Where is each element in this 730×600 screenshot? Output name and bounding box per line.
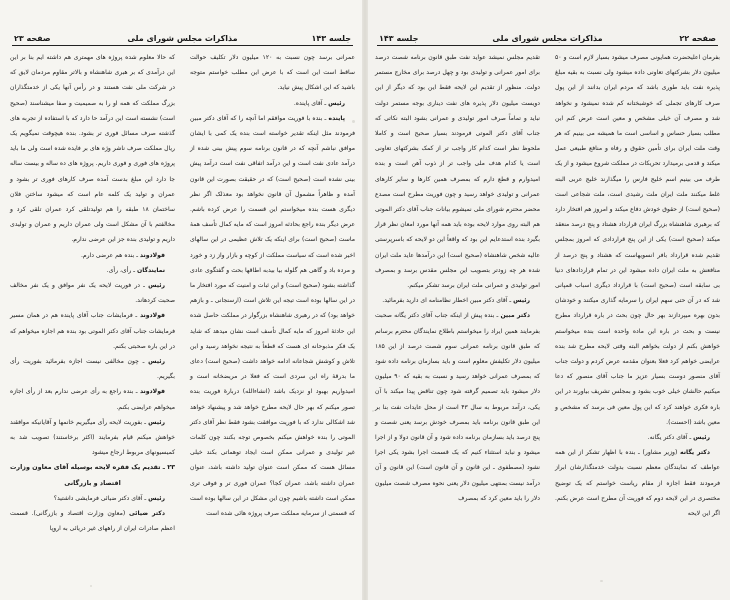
speech-text: ـ بفوریت لایحه رأی میگیریم خانمها و آقایانیکه موافقند خواهش میکنم قیام بفرمایند (اکثر برخاستند) تصویب شد به کمیسیونهای مربوط ارجاع میشود bbox=[10, 418, 175, 457]
speech bbox=[190, 96, 355, 111]
speaker-name: رئیس bbox=[513, 297, 530, 305]
speaker-name: فولادوند bbox=[139, 388, 166, 396]
speech-text: ـ فرمایشات جناب آقای پاینده هم در همان مسیر فرمایشات جناب آقای دکتر الموتی بود بنده هم اجازه میخواهم که در این باره صحبتی بکنم. bbox=[10, 312, 175, 350]
speech-text: ـ بنده راجع به رأی عرضی ندارم بعد از رأی اجازه میخواهم عرایضی بکنم. bbox=[10, 388, 175, 411]
speech bbox=[10, 278, 175, 308]
speech-text: ـ بنده هم عرضی دارم. bbox=[80, 251, 138, 259]
speech-text: ـ آقای دکتر مبین اخطار نظامنامه ای دارید بفرمائید. bbox=[382, 297, 512, 305]
text-columns bbox=[10, 50, 355, 560]
page-right bbox=[365, 0, 730, 600]
speech-text: ـ چون مخالفی نیست اجازه بفرمائید بفوریت رأی بگیریم. bbox=[10, 358, 175, 381]
speech-text: ـ بنده با فوریت موافقم اما آنچه را که آقای دکتر مبین فرمودند مثل اینکه تقدیر خواسته است بنده یک کمی با ایشان موافق نباشم آنچه که در قانون برنامه سوم پیش بینی شده از درآمد عادی نفت است و این درآمد اتفاقی نفت است درآمد پیش بینی نشده است (صحیح است) که در حقیقت بصورت این قانون آمده و ظاهراً مشمول آن قانون نخواهد بود معذلک اگر نظر دیگری هست بنده میخواستم این قسمت را عرض کرده باشم. عرض دیگر بنده راجع بحادثه امروز است که مایه کمال تأسف همهٔ ماست (صحیح است) برای اینکه یک تلاش عظیمی در این سالهای اخیر شده است که سیاست مملکت از کوچه و بازار واز زد و خورد و مرده باد و گاهی هم گلوله بیا بیدبه اطاقها بحث و گفتگوی عادی گذاشته بشود (صحیح است) و این ثبات و امنیت که مورد افتخار ما در این سالها بوده است تیجه این تلاش است (ارسنجانی ـ و بازهم خواهد بود) که در رهبری شاهنشاه بزرگوار در مملکت حاصل شده این حادثهٔ امروز که مایه کمال تأسف است نشان میدهد که شاید یک فکر مذبوحانه ای هست که قطعاً به نتیجه نخواهد رسید و این تلاش و کوشش شجاعانه ادامه خواهد داشت (صحیح است) دعای ما بدرقهٔ راه این سردی است که فعلا در مریضخانه است و امیدواریم بهبود او نزدیک باشد (انشاءالله) دربارهٔ فوریت بنده تصور میکنم که بهر حال لایحه مطرح خواهد شد و پیشنهاد خواهد شد اشکالی ندارد که با فوریت موافقت بشود فقط نظر آقای دکتر الموتی را بنده خواهش میکنم بخصوص توجه بکنند چون کلمات غیر تولیدی و عمرانی ممکن است ایجاد توهماتی بکند خیلی مسائل هست که ممکن است عنوان تولید داشته باشد، عنوان عمران داشته باشد، عمران کجا؟ عمران فوری تر و فوقی تری ممکن است داشته باشیم چون این مشکل در این سالها بوده است که قسمتی از سرمایه مملکت صرف پروژه هائی شده است bbox=[190, 114, 355, 518]
column-right bbox=[190, 50, 355, 521]
speaker-name: رئیس bbox=[148, 494, 165, 502]
column-left bbox=[375, 50, 540, 506]
speaker-name: پاینده bbox=[328, 114, 346, 122]
section-heading: ۲۳ ـ تقدیم یک فقره لایحه بوسیله آقای معاون وزارت اقتصاد و بازرگانی bbox=[10, 463, 175, 487]
speech bbox=[375, 308, 540, 506]
paragraph: که حالا معلوم شده پروژه های مهمتری هم داشته ایم بنا بر این این درآمدی که بر هبری شاهنشاه و بالاتر مقاوم مردمان لایق که در شرکت ملی نفت هستند و در رأس آنها یکی از خدمتگذاران بزرگ مملکت که همه او را به صمیمیت و صفا میشناسند (صحیح است) نشسته است این درآمد حا دارد که با استفاده از تجربه های گذشته صرف مسائل فوری تر بشود. بنده هیچوقت نمیگویم یک ریال مملکت صرف ناشر وژه های بر فایده شده است ولی ما باید پروژه های فوری و فوری داریم. پروژه های ده ساله و بیست ساله جا دارد این مبلغ بدست آمده صرف کارهای فوری تر بشود و عمران و تولید یک کلمه عام است که میشود ساختن فلان ساختمان ۱۸ طبقه را هم تولیدتلقی کرد عمران تلقی کرد و مخالفتم با آن مشکل است ولی عمران داریم و عمران و تولیدی داریم و تولیدی بنده جز این عرضی ندارم. bbox=[10, 54, 175, 244]
column-right bbox=[555, 50, 720, 521]
speech-text: ـ آقای پاینده. bbox=[293, 99, 327, 107]
speaker-name: دکتر یگانه bbox=[680, 449, 710, 457]
paragraph: بفرمان اعلیحضرت همایونی مصرف میشود بسیار لازم است و ۵۰ میلیون دلار بشرکتهای تعاونی داده میشود ولی نسبت به بقیه مبلغ پذیره نفت باید طوری باشد که مردم ایران بدانند از این پول صرف کارهای تجملی که خوشبختانه کم شده نمیشود و نخواهد شد و مصرف آن خیلی مشخص و معین است عرض کنم این مطلب بسیار حساس و اساسی است ما همیشه می بینیم که هر وقت ملت ایران برای تأمین حقوق و رفاه و منافع طبیعی عمل میکند و قدمی برمیدارد تحریکات در مملکت شروع میشود و از یک طرف می بینیم اسم خلیج فارس را میگذارند خلیج عربی البته غلط میکنند ملت ایران ملت رشیدی است، ملت شجاعی است (صحیح است) از حقوق خودش دفاع میکند و امروز هم افتخار دارد که برهبری شاهنشاه بزرگ ایران قرارداد هشتاد و پنج درصد منعقد میکند (صحیح است) یکی از این پنج قراردادی که امروز بمجلس تقدیم شده قرارداد بافر انسویهاست که هشتاد و پنج درصد از منافعش به ملت ایران داده میشود این در تمام قراردادهای دنیا بی سابقه است (صحیح است) با قرارداد دیگری اسباب قمپانی شد که در آن حتی سهم ایران را سرمایه گذاری میکنند و خودشان بدون بهره میپردازند بهر حال چون بحث در باره قرارداد مطرح نیست و بحث در باره این ماده واحده است بنده میخواستم خواهش بکنم از دولت بخواهم البته وقتی لایحه مطرح شد بنده عرایضی خواهم کرد فعلا بعنوان مقدمه عرض کردم و دولت جناب آقای منصور دوست بسیار عزیز ما جناب آقای منصور که دعا میکنیم حالشان خیلی خوب بشود و بمجلس تشریف بیاورند در این باره فکری خواهند کرد که این پول معین فی برسد که مشخص و معین باشد (احسنت). bbox=[555, 54, 720, 426]
book-gutter bbox=[362, 0, 368, 600]
speech bbox=[10, 384, 175, 414]
speech bbox=[375, 293, 540, 308]
speaker-name: دکتر مبین bbox=[500, 312, 530, 320]
speech bbox=[555, 430, 720, 445]
scan-speckle bbox=[90, 585, 92, 587]
speaker-name: نمایندگان bbox=[137, 266, 165, 274]
speech-text: ـ آقای دکتر یگانه. bbox=[647, 434, 692, 442]
speaker-name: دکتر ضیائی bbox=[128, 510, 165, 518]
speech bbox=[190, 111, 355, 521]
speech-text: ـ بنده پیش از اینکه جناب آقای دکتر یگانه صحبت بفرمایند همین ایراد را میخواستم باطلاع نمایندگان محترم برسانم که طبق قانون برنامه عمرانی سوم شصت درصد از این ۱۸۵ میلیون دلار تکلیفش معلوم است و باید بسازمان برنامه داده شود که بمصرف عمرانی خواهد رسید و نسبت به بقیه که ۹۰ میلیون دلار میشود باید تصمیم گرفته شود چون تناقض پیدا میکند با آن یکی، درآمد مربوط به سال ۴۳ است از محل عایدات نفت بنا بر این طبق قانون برنامه باید بمصرف خودش برسد یعنی شصت و پنج درصد باید بسازمان برنامه داده شود و آن قانون دولا و از اجرا میشود و نباید استثناء کنیم که یک قسمت اجرا بشود یکی اجرا نشود (مصطفوی ـ این قانون و آن قانون است) این قانون و آن درآمد نیست بمنتهی میلیون دلار یعنی نحوه مصرف شصت میلیون دلار را باید معین کرد که بمصرف bbox=[375, 312, 540, 502]
speech bbox=[10, 263, 175, 278]
speech bbox=[10, 248, 175, 263]
speech-text: ـ آقای دکتر ضیائی فرمایشی داشتید؟ bbox=[53, 494, 147, 502]
speaker-name: فولادوند bbox=[139, 251, 165, 259]
paragraph: تقدیم مجلس نمیشد عواید نفت طبق قانون برنامه شصت درصد برای امور عمرانی و تولیدی بود و چهل درصد برای مخارج مستمر دولت. منظور از تقدیم این لایحه فقط این بود که دیگر از این دویست میلیون دلار پذیره های نفت دیناری بوجه مستمر دولت نباید و تماماً صرف امور تولیدی و عمرانی بشود البته نکاتی که جناب آقای دکتر الموتی فرمودند بسیار صحیح است و کاملا ملحوظ نظر است کدام کار واجب تر از کمک بشرکتهای تعاونی است یا کدام هدف ملی واجب تر از ذوب آهن است و بنده امیدوارم و قطع دارم که بمصرف همین کارها و سایر کارهای عمرانی و تولیدی خواهد رسید و چون فوریت مطرح است مصدع محضر محترم شورای ملی نمیشوم بیانات جناب آقای دکتر الموتی هم البته روی موارد لایحه بوده باید همه آنها مورد امعان نظر قرار بگیرد بنده استدعایم این بود که واقعاً این دو لایحه که باسرپرستی عالیه شخص شاهنشاه (صحیح است) این درآمدها عاید ملت ایران شده هر چه زودتر بتصویب این مجلس مقدس برسد و بمصرف امور تولیدی و عمرانی ملت ایران برسد تشکر میکنم. bbox=[375, 54, 540, 290]
paragraph: عمرانی برسد چون نسبت به ۱۲۰ میلیون دلار تکلیف حوالت ساقط است این است که با عرض این مطلب خواستم متوجه باشید که این اشکال پیش نیاید. bbox=[190, 54, 355, 92]
column-left bbox=[10, 50, 175, 537]
speech bbox=[555, 445, 720, 521]
speaker-name: رئیس bbox=[148, 358, 165, 366]
speaker-name: رئیس bbox=[328, 99, 345, 107]
running-header bbox=[12, 33, 353, 46]
publication-title: مذاکرات مجلس شورای ملی bbox=[492, 34, 603, 43]
page-number: صفحه ۲۲ bbox=[679, 34, 716, 43]
speech bbox=[10, 354, 175, 384]
speaker-name: رئیس bbox=[148, 282, 166, 290]
speech bbox=[10, 308, 175, 354]
speaker-name: رئیس bbox=[693, 434, 710, 442]
speech-text: ـ رأی، رأی. bbox=[106, 266, 136, 274]
speech-text: ـ در فوریت لایحه یک نفر موافق و یک نفر مخالف صحبت کردهاند. bbox=[10, 282, 175, 305]
page-number: صفحه ۲۳ bbox=[14, 34, 51, 43]
scan-speckle bbox=[372, 410, 374, 412]
scan-speckle bbox=[352, 120, 355, 123]
text-columns bbox=[375, 50, 720, 560]
speech bbox=[10, 491, 175, 506]
speech-text: (معاون وزارت اقتصاد و بازرگانی). قسمت اعظم صادرات ایران از راههای غیر دریائی به اروپا bbox=[10, 510, 175, 533]
speech bbox=[10, 415, 175, 461]
scan-speckle bbox=[600, 580, 603, 582]
session-label: جلسه ۱۴۳ bbox=[379, 34, 419, 43]
session-label: جلسه ۱۴۳ bbox=[311, 34, 351, 43]
speaker-name: رئیس bbox=[148, 418, 165, 426]
speaker-name: فولادوند bbox=[139, 312, 166, 320]
publication-title: مذاکرات مجلس شورای ملی bbox=[127, 34, 238, 43]
running-header bbox=[377, 33, 718, 46]
speech bbox=[10, 506, 175, 536]
speech-text: (وزیر مشاور) ـ بنده با اظهار تشکر از این همه عواطف که نمایندگان معظم نسبت بدولت خدمتگذارشان ابراز فرمودند فقط اجازه از مقام ریاست خواستم که یک توضیح مختصری در این لایحه دوم که فوریت آن مطرح است عرض بکنم. اگر این لایحه bbox=[555, 449, 720, 518]
